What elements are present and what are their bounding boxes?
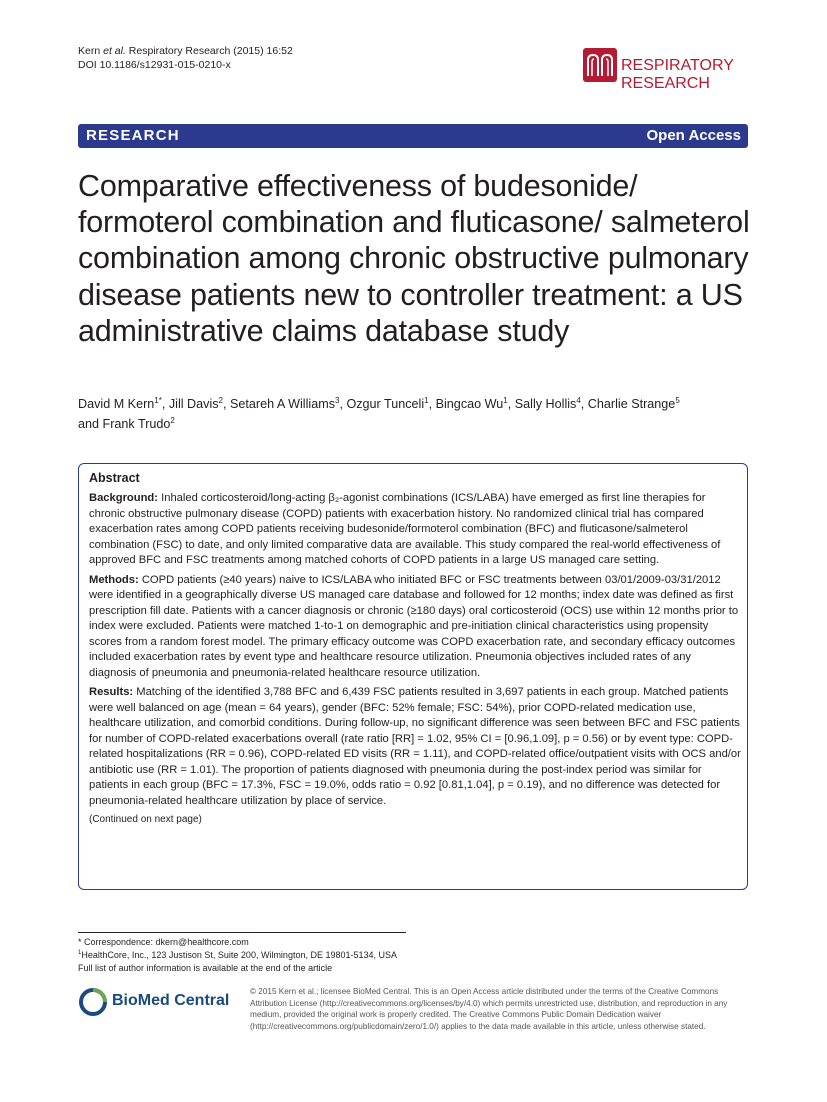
journal-logo-text	[621, 57, 734, 93]
author[interactable]: David M Kern$^{1*}$	[78, 395, 162, 411]
journal-logo[interactable]	[583, 48, 753, 98]
section-banner	[78, 124, 748, 148]
journal-logo-line2: RESEARCH	[621, 75, 710, 92]
abstract-heading: Abstract	[89, 471, 140, 485]
citation-journal: Respiratory Research (2015) 16:52	[125, 45, 293, 57]
correspondence[interactable]: * Correspondence: dkern@healthcore.com	[78, 937, 249, 947]
footnote-divider	[78, 932, 406, 933]
respiratory-research-icon	[583, 48, 617, 82]
results-label: Results:	[89, 686, 134, 698]
open-access-label[interactable]: Open Access	[646, 127, 741, 144]
biomed-central-text: BioMed Central	[112, 992, 230, 1009]
citation-author: Kern	[78, 45, 104, 57]
license-text: © 2015 Kern et al.; licensee BioMed Central. This is an Open Access article distributed under the terms of the Creative Commons Attribution License (http://creativecommons.org/licenses/by/4.0) which permits unrestricted use, distribution, and reproduction in any medium, provided the original work is properly credited. The Creative Commons Public Domain Dedication waiver (http://creativecommons.org/publicdomain/zero/1.0/) applies to the data made available in this article, unless otherwise stated.	[250, 987, 728, 1031]
biomed-central-logo[interactable]	[78, 986, 238, 1018]
author[interactable]: Frank Trudo$^2$	[102, 415, 175, 431]
abstract-background	[89, 491, 741, 569]
abstract-results	[89, 685, 741, 809]
abstract-content	[89, 470, 741, 826]
article-citation	[78, 44, 293, 72]
background-label: Background:	[89, 492, 158, 504]
methods-text: COPD patients (≥40 years) naive to ICS/LABA who initiated BFC or FSC treatments between 03/01/2009-03/31/2012 were identified in a geographically diverse US managed care database and followed for 12 months; index date was defined as first prescription fill date. Patients with a cancer diagnosis or chronic (≥180 days) oral corticosteroid (OCS) use within 12 months prior to index were excluded. Patients were matched 1-to-1 on demographic and pre-initiation clinical characteristics using propensity scores from a random forest model. The primary efficacy outcome was COPD exacerbation rate, and secondary efficacy outcomes included exacerbation rates by event type and healthcare resource utilization. Pneumonia objectives included rates of any diagnosis of pneumonia and pneumonia-related healthcare resource utilization.	[89, 573, 739, 679]
author[interactable]: Sally Hollis$^4$	[514, 395, 581, 411]
article-title: Comparative effectiveness of budesonide/ formoterol combination and fluticasone/ salmeterol combination among chronic obstructive pulmonary disease patients new to controller treatment: a US administrative claims database study	[78, 169, 750, 348]
abstract-box	[78, 463, 748, 890]
biomed-central-icon	[78, 986, 110, 1018]
affiliation: $^1$HealthCore, Inc., 123 Justison St, Suite 200, Wilmington, DE 19801-5134, USA	[78, 950, 398, 960]
citation-doi[interactable]: DOI 10.1186/s12931-015-0210-x	[78, 59, 231, 71]
section-label: RESEARCH	[86, 127, 180, 144]
continued-note: (Continued on next page)	[89, 814, 202, 825]
author-list: David M Kern$^{1*}$, Jill Davis$^2$, Setareh A Williams$^3$, Ozgur Tunceli$^1$, Bingcao Wu$^1$, Sally Hollis$^4$, Charlie Strange$^5$ and Frank Trudo$^2$	[78, 395, 680, 431]
abstract-methods	[89, 573, 741, 682]
background-text: Inhaled corticosteroid/long-acting β₂-agonist combinations (ICS/LABA) have emerged as first line therapies for chronic obstructive pulmonary disease (COPD) patients with exacerbation history. No randomized clinical trial has compared exacerbation rates among COPD patients receiving budesonide/formoterol combination (BFC) and fluticasone/salmeterol combination (FSC) to date, and only limited comparative data are available. This study compared the real-world effectiveness of approved BFC and FSC treatments among matched cohorts of COPD patients in a large US managed care setting.	[89, 492, 721, 566]
citation-et-al: et al.	[103, 45, 126, 57]
author[interactable]: Charlie Strange$^5$	[587, 395, 680, 411]
author[interactable]: Setareh A Williams$^3$	[230, 395, 340, 411]
citation-line	[78, 44, 293, 58]
author[interactable]: Bingcao Wu$^1$	[435, 395, 508, 411]
footnotes	[78, 936, 397, 975]
authors-and: and	[78, 417, 100, 431]
methods-label: Methods:	[89, 573, 139, 586]
author-info-note: Full list of author information is available at the end of the article	[78, 963, 333, 973]
results-text: Matching of the identified 3,788 BFC and 6,439 FSC patients resulted in 3,697 patients in each group. Matched patients were well balanced on age (mean = 64 years), gender (BFC: 52% female; FSC: 54%), prior COPD-related medication use, healthcare utilization, and comorbid conditions. During follow-up, no significant difference was seen between BFC and FSC patients for number of COPD-related exacerbations overall (rate ratio [RR] = 1.02, 95% CI = [0.96,1.09], p = 0.56) or by event type: COPD-related hospitalizations (RR = 0.96), COPD-related ED visits (RR = 1.11), and COPD-related office/outpatient visits with OCS and/or antibiotic use (RR = 1.01). The proportion of patients diagnosed with pneumonia during the post-index period was similar for patients in each group (BFC = 17.3%, FSC = 19.0%, odds ratio = 0.92 [0.81,1.04], p = 0.19), and no difference was detected for pneumonia-related healthcare utilization by place of service.	[89, 686, 741, 807]
author[interactable]: Jill Davis$^2$	[168, 395, 223, 411]
author[interactable]: Ozgur Tunceli$^1$	[346, 395, 429, 411]
journal-logo-line1: RESPIRATORY	[621, 57, 734, 74]
